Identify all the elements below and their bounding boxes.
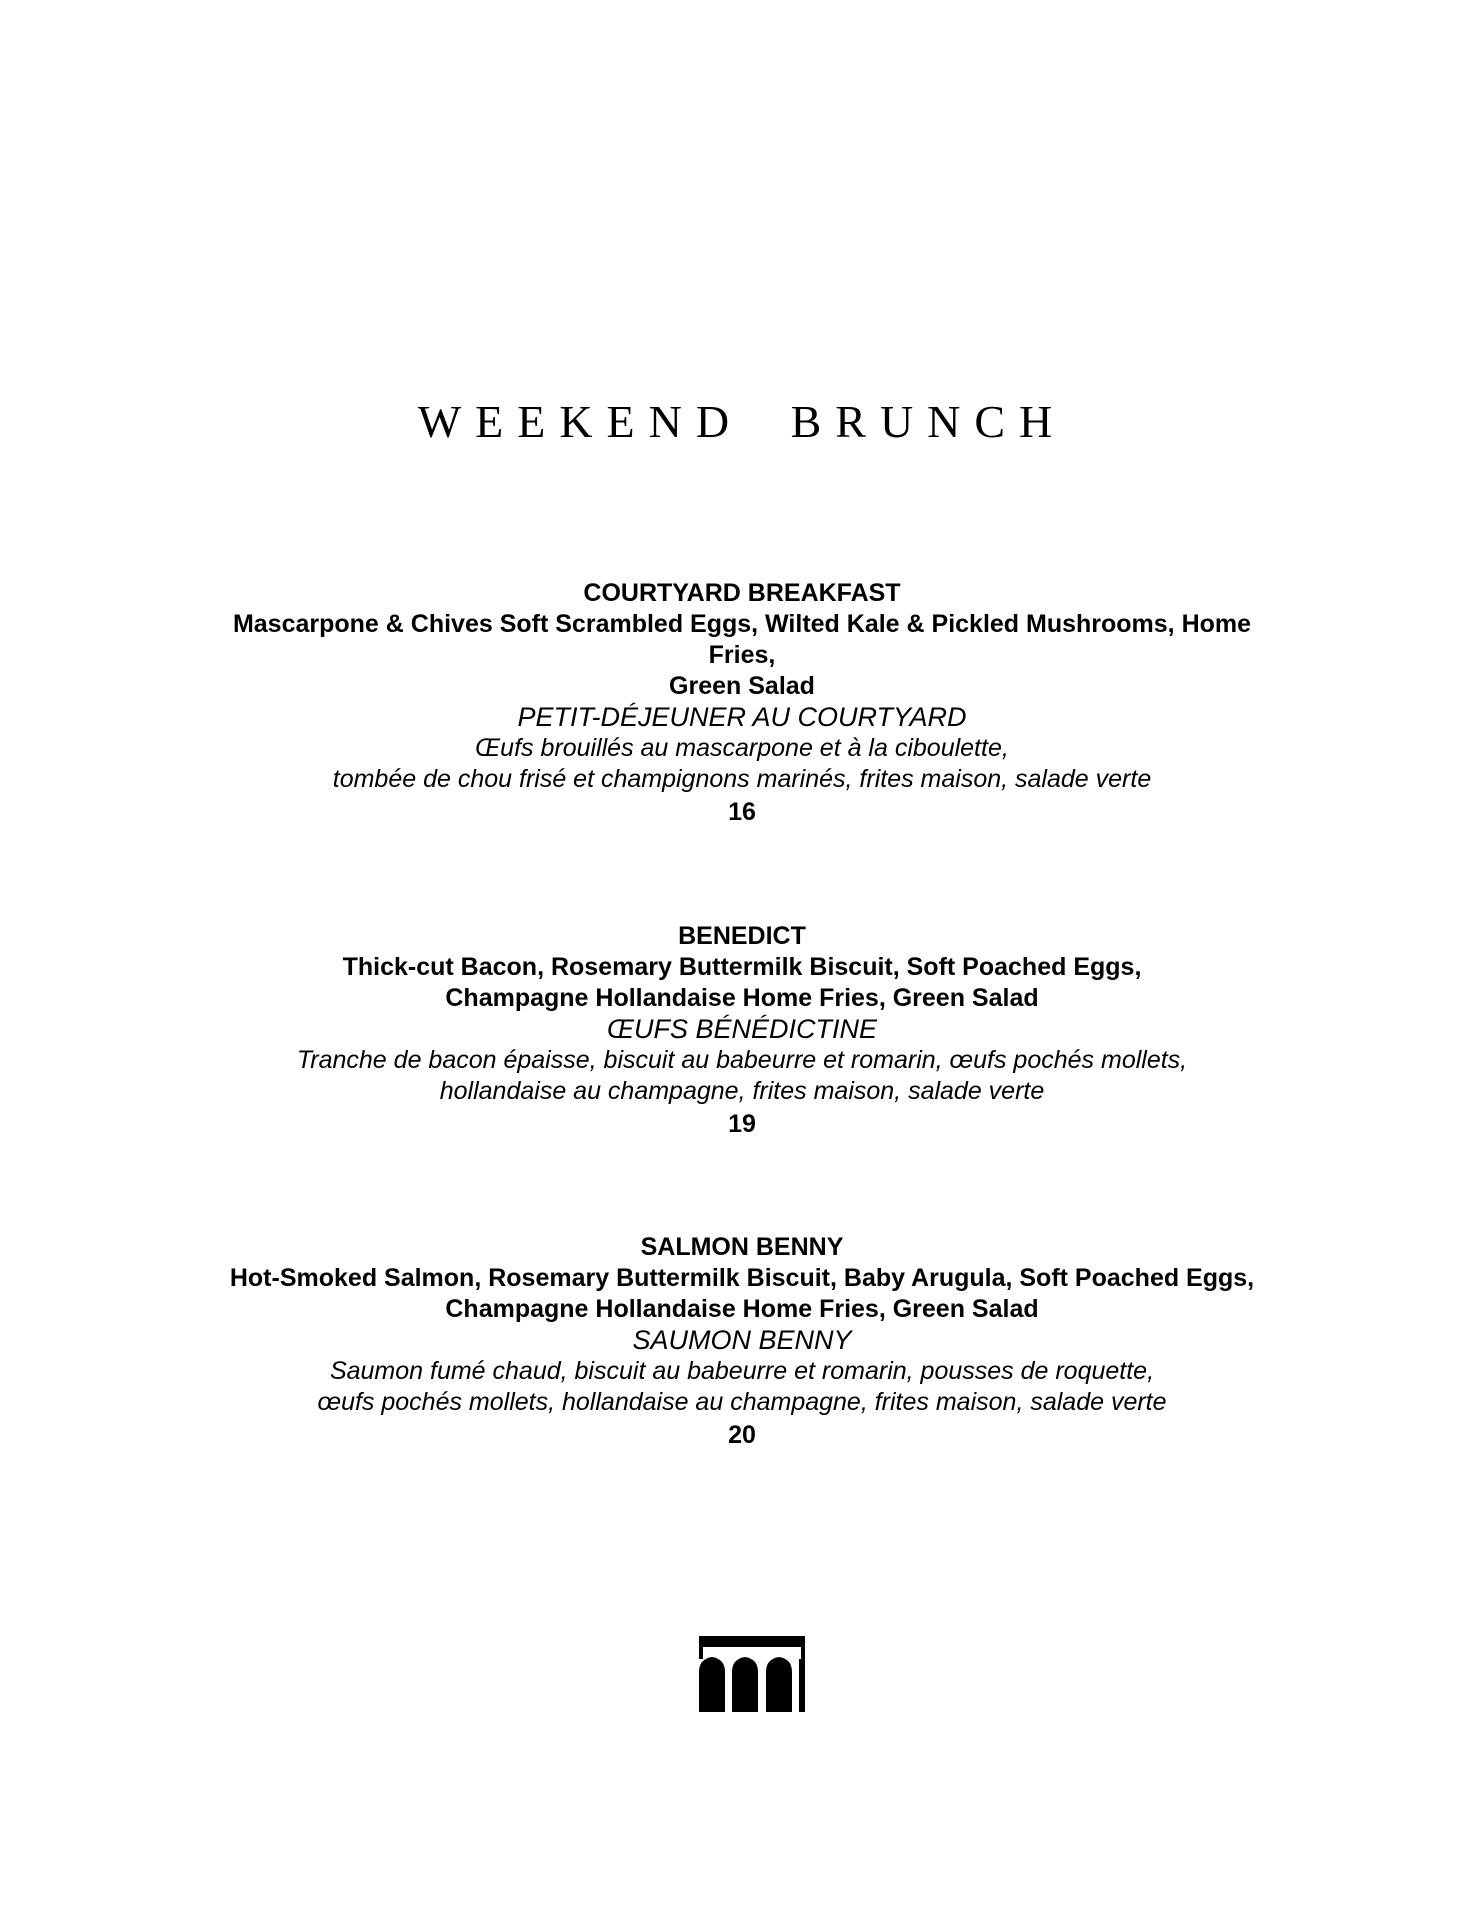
item-price: 16 [728,798,756,826]
item-desc-en-line: Champagne Hollandaise Home Fries, Green Salad [445,984,1039,1012]
page-title: WEEKEND BRUNCH [417,396,1067,447]
menu-item-courtyard-breakfast [0,578,1484,828]
item-name-en: SALMON BENNY [640,1233,844,1261]
item-desc-fr-line: hollandaise au champagne, frites maison, salade verte [439,1077,1045,1105]
item-desc-fr-line: tombée de chou frisé et champignons marinés, frites maison, salade verte [332,765,1152,793]
menu-item-benedict [0,921,1484,1140]
item-desc-en-line: Green Salad [669,672,815,700]
item-desc-en-line: Hot-Smoked Salmon, Rosemary Buttermilk Biscuit, Baby Arugula, Soft Poached Eggs, [229,1264,1255,1292]
item-desc-en-line: Fries, [708,641,776,669]
item-desc-en-line: Thick-cut Bacon, Rosemary Buttermilk Biscuit, Soft Poached Eggs, [342,953,1142,981]
logo-shapes [699,1636,805,1712]
item-desc-en-line: Mascarpone & Chives Soft Scrambled Eggs, Wilted Kale & Pickled Mushrooms, Home [232,610,1252,638]
item-price: 19 [728,1110,756,1138]
item-name-fr: ŒUFS BÉNÉDICTINE [606,1014,878,1044]
menu-item-salmon-benny [0,1232,1484,1451]
item-desc-fr-line: Tranche de bacon épaisse, biscuit au babeurre et romarin, œufs pochés mollets, [296,1046,1188,1074]
item-desc-fr-line: Œufs brouillés au mascarpone et à la ciboulette, [475,734,1009,762]
item-desc-en-line: Champagne Hollandaise Home Fries, Green Salad [445,1295,1039,1323]
item-name-fr: PETIT-DÉJEUNER AU COURTYARD [517,702,967,732]
item-name-en: COURTYARD BREAKFAST [583,579,901,607]
item-price: 20 [728,1421,756,1449]
arch-bridge-logo-icon [699,1636,805,1712]
item-desc-fr-line: Saumon fumé chaud, biscuit au babeurre et romarin, pousses de roquette, [329,1357,1155,1385]
item-name-fr: SAUMON BENNY [632,1325,852,1355]
item-desc-fr-line: œufs pochés mollets, hollandaise au champagne, frites maison, salade verte [317,1388,1167,1416]
item-name-en: BENEDICT [678,922,806,950]
